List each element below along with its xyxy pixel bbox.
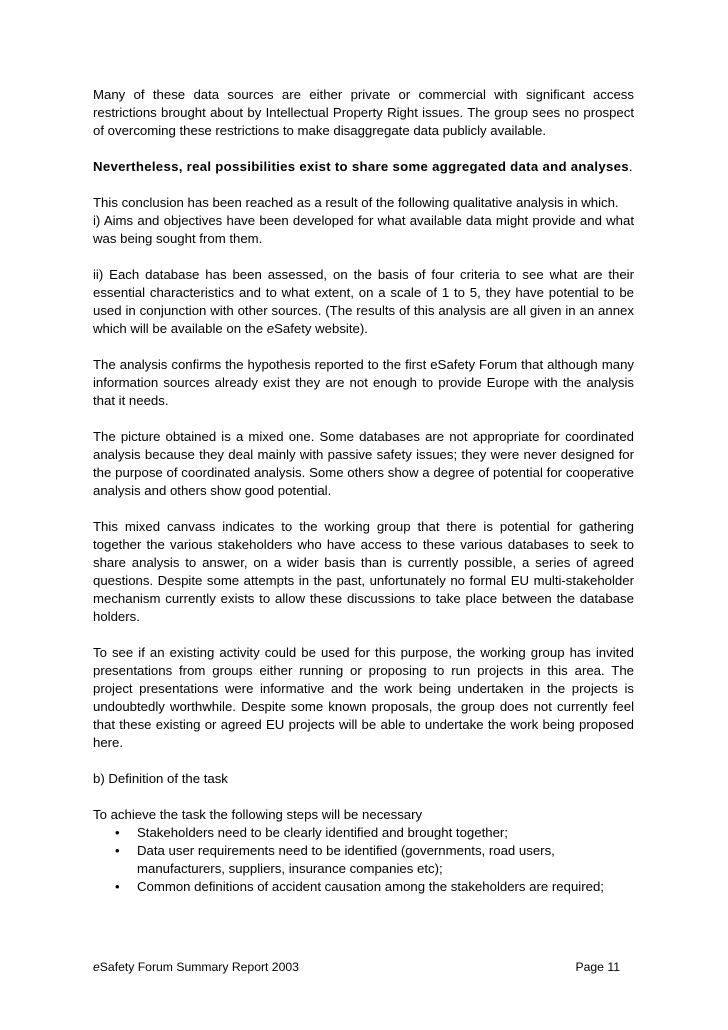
list-item bbox=[93, 824, 634, 842]
footer-report-title bbox=[93, 959, 299, 975]
list-item bbox=[93, 842, 634, 878]
paragraph-existing-activity: To see if an existing activity could be used for this purpose, the working group has invited presentations from groups either running or proposing to run projects in this area. The project presentations were informative and the work being undertaken in the projects is undoubtedly worthwhile. Despite some known proposals, the group does not currently feel that these existing or agreed EU projects will be able to undertake the work being proposed here. bbox=[93, 645, 634, 750]
paragraph-analysis-intro: This conclusion has been reached as a result of the following qualitative analysis in which. bbox=[93, 195, 619, 210]
bold-statement-tail: . bbox=[628, 159, 633, 174]
paragraph-mixed-picture: The picture obtained is a mixed one. Some databases are not appropriate for coordinated analysis because they deal mainly with passive safety issues; they were never designed for the purpose of coordinated analysis. Some others show a degree of potential for cooperative analysis and others show good potential. bbox=[93, 429, 634, 498]
footer-page-number: Page 11 bbox=[575, 960, 620, 974]
paragraph-database-assessment bbox=[93, 266, 634, 338]
paragraph-conclusion bbox=[93, 158, 634, 176]
list-item bbox=[93, 878, 634, 896]
paragraph-data-sources: Many of these data sources are either private or commercial with significant access restrictions brought about by Intellectual Property Right issues. The group sees no prospect of overcoming these restrictions to make disaggregate data publicly available. bbox=[93, 87, 634, 138]
bullet-icon: • bbox=[115, 879, 120, 894]
bullet-icon: • bbox=[115, 825, 120, 840]
section-heading-task-definition: b) Definition of the task bbox=[93, 771, 228, 786]
esafety-italic-e: e bbox=[266, 321, 275, 336]
paragraph-aims: i) Aims and objectives have been developed for what available data might provide and what was being sought from them. bbox=[93, 213, 634, 246]
footer-title-text: Safety Forum Summary Report 2003 bbox=[99, 960, 299, 974]
steps-list bbox=[93, 824, 634, 896]
footer-italic-e: e bbox=[93, 960, 100, 974]
list-item-text: Data user requirements need to be identified (governments, road users, manufacturers, suppliers, insurance companies etc); bbox=[137, 843, 555, 876]
bullet-icon: • bbox=[115, 843, 120, 858]
assessment-text-end: Safety website). bbox=[274, 321, 368, 336]
list-item-text: Stakeholders need to be clearly identified and brought together; bbox=[137, 825, 508, 840]
bold-statement: Nevertheless, real possibilities exist to share some aggregated data and analyses bbox=[93, 159, 629, 174]
assessment-text: ii) Each database has been assessed, on the basis of four criteria to see what are their essential characteristics and to what extent, on a scale of 1 to 5, they have potential to be used in conjunction with other sources. (The results of this analysis are all given in an annex which will be available on the bbox=[93, 267, 634, 336]
paragraph-steps-intro: To achieve the task the following steps will be necessary bbox=[93, 807, 423, 822]
list-item-text: Common definitions of accident causation among the stakeholders are required; bbox=[137, 879, 604, 894]
paragraph-mixed-canvass: This mixed canvass indicates to the working group that there is potential for gathering together the various stakeholders who have access to these various databases to seek to share analysis to answer, on a wider basis than is currently possible, a series of agreed questions. Despite some attempts in the past, unfortunately no formal EU multi-stakeholder mechanism currently exists to allow these discussions to take place between the database holders. bbox=[93, 519, 634, 624]
paragraph-hypothesis: The analysis confirms the hypothesis reported to the first eSafety Forum that although many information sources already exist they are not enough to provide Europe with the analysis that it needs. bbox=[93, 357, 634, 408]
page-body bbox=[93, 86, 634, 896]
